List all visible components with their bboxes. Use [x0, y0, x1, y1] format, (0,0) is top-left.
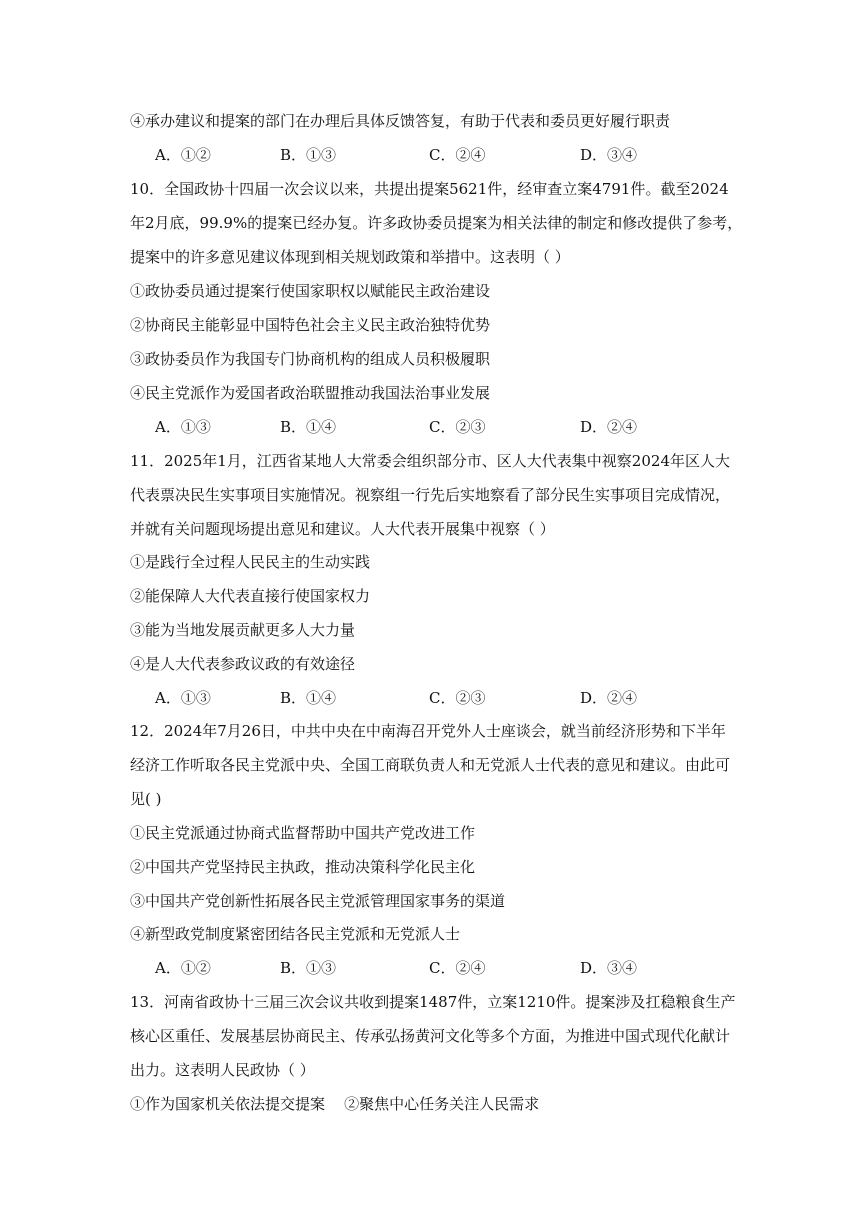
option-a: A．①③ [155, 418, 211, 436]
option-b: B．①③ [280, 146, 337, 164]
q13-statements-1-2: ①作为国家机关依法提交提案 ②聚焦中心任务关注人民需求 [130, 1095, 540, 1113]
option-a: A．①② [155, 146, 211, 164]
q12-statement-3: ③中国共产党创新性拓展各民主党派管理国家事务的渠道 [130, 892, 506, 910]
q11-statement-2: ②能保障人大代表直接行使国家权力 [130, 587, 371, 605]
q10-statement-4: ④民主党派作为爱国者政治联盟推动我国法治事业发展 [130, 384, 491, 402]
q9-statement-4: ④承办建议和提案的部门在办理后具体反馈答复，有助于代表和委员更好履行职责 [130, 112, 671, 130]
q10-statement-1: ①政协委员通过提案行使国家职权以赋能民主政治建设 [130, 282, 491, 300]
option-c: C．②③ [429, 689, 486, 707]
q11-statement-4: ④是人大代表参政议政的有效途径 [130, 655, 356, 673]
option-b: B．①③ [280, 959, 337, 977]
option-a: A．①③ [155, 689, 211, 707]
q12-statement-1: ①民主党派通过协商式监督帮助中国共产党改进工作 [130, 824, 476, 842]
q13-stem-line-1: 13．河南省政协十三届三次会议共收到提案1487件，立案1210件。提案涉及扛稳粮食生产 [130, 993, 736, 1011]
q12-stem-line-3: 见( ) [130, 790, 162, 808]
q10-stem-line-3: 提案中的许多意见建议体现到相关规划政策和举措中。这表明（ ） [130, 248, 570, 266]
q11-statement-1: ①是践行全过程人民民主的生动实践 [130, 553, 371, 571]
option-d: D．③④ [580, 959, 638, 977]
q10-statement-3: ③政协委员作为我国专门协商机构的组成人员积极履职 [130, 350, 491, 368]
option-b: B．①④ [280, 689, 337, 707]
q12-statement-4: ④新型政党制度紧密团结各民主党派和无党派人士 [130, 925, 461, 943]
option-c: C．②③ [429, 418, 486, 436]
option-d: D．②④ [580, 689, 638, 707]
q10-stem-line-2: 年2月底，99.9%的提案已经办复。许多政协委员提案为相关法律的制定和修改提供了参考， [130, 214, 743, 232]
option-a: A．①② [155, 959, 211, 977]
q11-stem-line-1: 11．2025年1月，江西省某地人大常委会组织部分市、区人大代表集中视察2024年区人大 [130, 452, 730, 470]
q10-statement-2: ②协商民主能彰显中国特色社会主义民主政治独特优势 [130, 316, 491, 334]
q11-statement-3: ③能为当地发展贡献更多人大力量 [130, 621, 356, 639]
q13-stem-line-3: 出力。这表明人民政协（ ） [130, 1061, 315, 1079]
q13-stem-line-2: 核心区重任、发展基层协商民主、传承弘扬黄河文化等多个方面，为推进中国式现代化献计 [130, 1027, 731, 1045]
q12-statement-2: ②中国共产党坚持民主执政，推动决策科学化民主化 [130, 858, 476, 876]
q12-stem-line-2: 经济工作听取各民主党派中央、全国工商联负责人和无党派人士代表的意见和建议。由此可 [130, 756, 731, 774]
q11-stem-line-2: 代表票决民生实事项目实施情况。视察组一行先后实地察看了部分民生实事项目完成情况， [130, 486, 731, 504]
q11-stem-line-3: 并就有关问题现场提出意见和建议。人大代表开展集中视察（ ） [130, 520, 555, 538]
option-d: D．②④ [580, 418, 638, 436]
option-c: C．②④ [429, 146, 486, 164]
option-d: D．③④ [580, 146, 638, 164]
option-b: B．①④ [280, 418, 337, 436]
q12-stem-line-1: 12．2024年7月26日，中共中央在中南海召开党外人士座谈会，就当前经济形势和下半年 [130, 722, 726, 740]
option-c: C．②④ [429, 959, 486, 977]
q10-stem-line-1: 10．全国政协十四届一次会议以来，共提出提案5621件，经审查立案4791件。截至2024 [130, 180, 729, 198]
